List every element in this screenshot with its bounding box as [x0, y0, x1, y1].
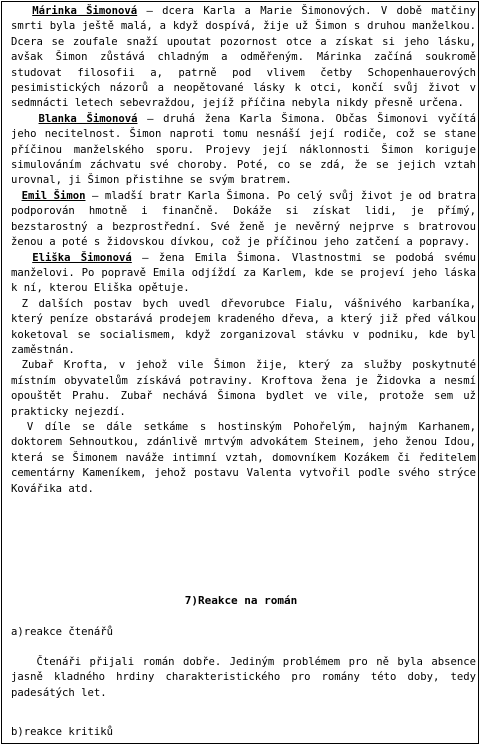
body-paragraph: V díle se dále setkáme s hostinským Pohořelým, hajným Karhanem, doktorem Sehnoutkou, zdánlivě mrtvým advokátem Steinem, jeho ženou Idou, která se Šimonem naváže intimní vztah, domovníkem Kozákem či ředitelem cementárny Kameníkem, jehož postavu Valenta vytvořil podle svého strýce Kovářika atd. — [11, 420, 476, 495]
section-heading: 7)Reakce na román — [184, 594, 298, 607]
character-paragraph — [11, 4, 476, 112]
character-description: – druhá žena Karla Šimona. Občas Šimonovi vyčítá jeho necitelnost. Šimon naproti tomu nesnáší její rodiče, což se stane příčinou manželského sporu. Projevy její náklonnosti Šimon koriguje simulováním záchvatu své choroby. Poté, co se zdá, že se jejich vztah urovnal, ji Šimon přistihne se svým bratrem. — [11, 112, 476, 187]
reaction-paragraph: Čtenáři přijali román dobře. Jediným problémem pro ně byla absence jasně kladného hrdiny charakteristického pro romány této doby, tedy padesátých let. — [11, 656, 476, 699]
subsection-heading: b)reakce kritiků — [11, 726, 114, 738]
document-page — [1, 1, 479, 744]
character-name: Eliška Šimonová — [32, 251, 132, 264]
character-paragraph — [11, 251, 476, 297]
character-name: Márinka Šimonová — [32, 5, 138, 17]
subsection-heading: a)reakce čtenářů — [11, 626, 114, 638]
character-description: – dcera Karla a Marie Šimonových. V době matčiny smrti byla ještě malá, a když dospívá, žije už Šimon s druhou manželkou. Dcera se zoufale snaží upoutat pozornost otce a získat si jeho lásku, avšak Šimon zůstává chladným a odměřeným. Márinka začíná soukromě studovat filosofii a, patrně pod vlivem četby Schopenhauerových pesimistických názorů a neopětované lásky k otci, končí svůj život v sedmnácti letech sebevraždou, jejíž příčina nebyla nikdy přesně určena. — [11, 5, 476, 110]
body-paragraph: Z dalších postav bych uvedl dřevorubce Fialu, vášnivého karbaníka, který peníze obstarává prodejem kradeného dřeva, a který již před válkou koketoval se socialismem, když zorganizoval stávku v podniku, kde byl zaměstnán. — [11, 297, 476, 356]
character-name: Blanka Šimonová — [38, 112, 138, 125]
character-paragraph — [11, 189, 476, 251]
character-description: – mladší bratr Karla Šimona. Po celý svůj život je od bratra podporován hmotně i finančně. Dokáže si získat lidi, je přímý, bezstarostný a bezprostřední. Své ženě je nevěrný nejprve s bratrovou ženou a poté s židovskou dívkou, což je příčinou jeho zatčení a popravy. — [11, 189, 476, 249]
character-name: Emil Šimon — [21, 189, 86, 202]
character-paragraph — [11, 112, 476, 189]
character-description: – žena Emila Šimona. Vlastnostmi se podobá svému manželovi. Po popravě Emila odjíždí za Karlem, kde se projeví jeho láska k ní, kterou Eliška opětuje. — [11, 251, 476, 295]
document-body — [11, 4, 476, 497]
body-paragraph: Zubař Krofta, v jehož vile Šimon žije, který za služby poskytnuté místním obyvatelům získává potraviny. Kroftova žena je Židovka a nesmí opouštět Prahu. Zubař nechává Šimona bydlet ve vile, protože sem už prakticky nejezdí. — [11, 359, 476, 418]
